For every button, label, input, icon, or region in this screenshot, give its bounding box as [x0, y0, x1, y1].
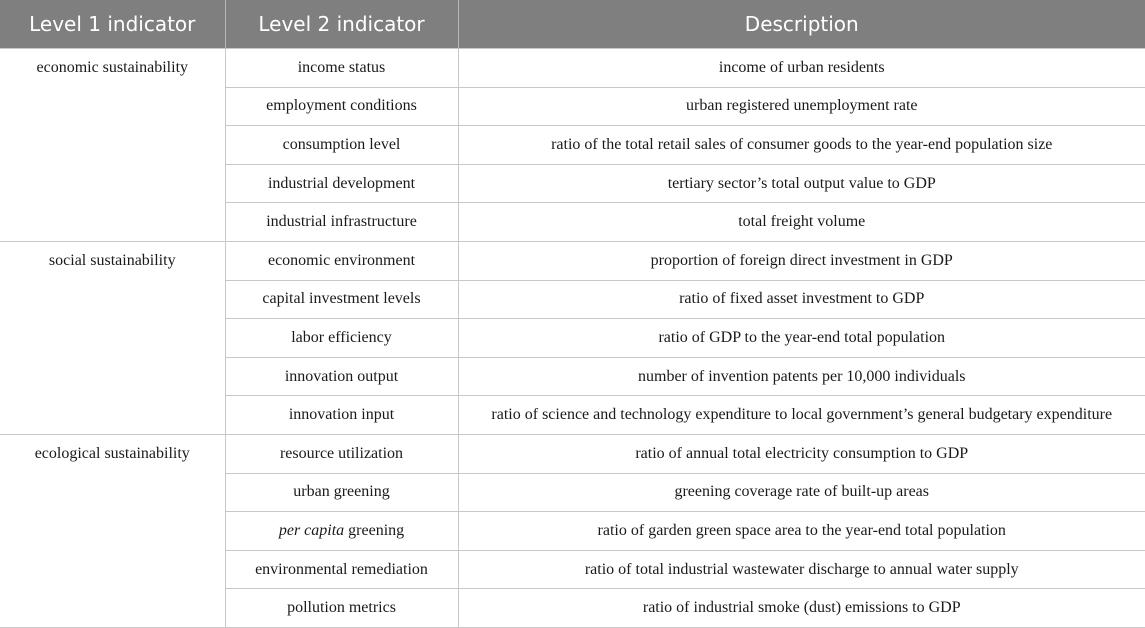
table-header	[0, 0, 1145, 49]
table-row	[0, 241, 1145, 280]
level1-cell: social sustainability	[0, 241, 225, 434]
description-cell: ratio of total industrial wastewater discharge to annual water supply	[458, 550, 1145, 589]
level2-cell: consumption level	[225, 126, 458, 165]
level1-cell: ecological sustainability	[0, 434, 225, 627]
level2-cell: employment conditions	[225, 87, 458, 126]
table-row	[0, 49, 1145, 88]
level2-cell: innovation output	[225, 357, 458, 396]
level2-cell	[225, 512, 458, 551]
header-description: Description	[458, 0, 1145, 49]
description-cell: total freight volume	[458, 203, 1145, 242]
description-cell: greening coverage rate of built-up areas	[458, 473, 1145, 512]
level2-cell: labor efficiency	[225, 319, 458, 358]
description-cell: ratio of the total retail sales of consumer goods to the year-end population size	[458, 126, 1145, 165]
level2-text: greening	[344, 521, 405, 539]
description-cell: income of urban residents	[458, 49, 1145, 88]
description-cell: ratio of GDP to the year-end total population	[458, 319, 1145, 358]
header-level2: Level 2 indicator	[225, 0, 458, 49]
level2-cell: economic environment	[225, 241, 458, 280]
level2-cell: capital investment levels	[225, 280, 458, 319]
description-cell: ratio of fixed asset investment to GDP	[458, 280, 1145, 319]
description-cell: ratio of science and technology expenditure to local government’s general budgetary expenditure	[458, 396, 1145, 435]
level2-cell: resource utilization	[225, 434, 458, 473]
level2-cell: pollution metrics	[225, 589, 458, 628]
description-cell: ratio of garden green space area to the year-end total population	[458, 512, 1145, 551]
description-cell: number of invention patents per 10,000 individuals	[458, 357, 1145, 396]
level2-cell: income status	[225, 49, 458, 88]
description-cell: proportion of foreign direct investment in GDP	[458, 241, 1145, 280]
level2-cell: environmental remediation	[225, 550, 458, 589]
level2-cell: industrial development	[225, 164, 458, 203]
description-cell: urban registered unemployment rate	[458, 87, 1145, 126]
level1-cell: economic sustainability	[0, 49, 225, 242]
level2-cell: urban greening	[225, 473, 458, 512]
italic-text: per capita	[278, 521, 345, 539]
level2-cell: industrial infrastructure	[225, 203, 458, 242]
level2-cell: innovation input	[225, 396, 458, 435]
header-level1: Level 1 indicator	[0, 0, 225, 49]
header-row	[0, 0, 1145, 49]
description-cell: ratio of annual total electricity consumption to GDP	[458, 434, 1145, 473]
description-cell: ratio of industrial smoke (dust) emissions to GDP	[458, 589, 1145, 628]
description-cell: tertiary sector’s total output value to GDP	[458, 164, 1145, 203]
table-body	[0, 49, 1145, 628]
table-row	[0, 434, 1145, 473]
